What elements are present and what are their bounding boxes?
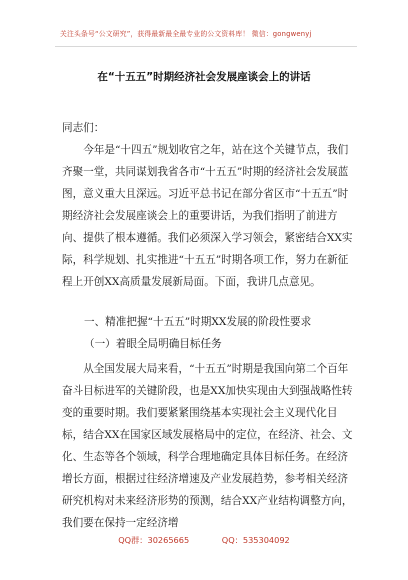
paragraph-2: 从全国发展大局来看，“十五五”时期是我国向第二个百年奋斗目标进军的关键阶段，也是XX加快实现由大到强战略性转变的重要时期。我们要紧紧围绕基本实现社会主义现代化目标，结合XX在国家区域发展格局中的定位，在经济、社会、文化、生态等各个领域，科学合理地确定具体目标任务。在经济增长方面，根据过往经济增速及产业发展趋势，参考相关经济研究机构对未来经济形势的预测，结合XX产业结构调整方向，我们要在保持一定经济增: [62, 363, 353, 529]
header-banner: 关注头条号“公文研究”，获得最新最全最专业的公文资料库！ 微信：gongwenyj: [60, 30, 312, 38]
page-header: [0, 8, 408, 58]
salutation: 同志们：: [62, 122, 105, 134]
subsection-heading-1: （一）着眼全局明确目标任务: [84, 338, 222, 350]
header-divider: [55, 46, 357, 47]
document-title: 在“十五五”时期经济社会发展座谈会上的讲话: [97, 71, 311, 83]
paragraph-1: 今年是“十四五”规划收官之年，站在这个关键节点，我们齐聚一堂，共同谋划我省各市“十五五”时期的经济社会发展蓝图，意义重大且深远。习近平总书记在部分省区市“十五五”时期经济社会发展座谈会上的重要讲话，为我们指明了前进方向、提供了根本遵循。我们必须深入学习领会，紧密结合XX实际，科学规划、扎实推进“十五五”时期各项工作，努力在新征程上开创XX高质量发展新局面。下面，我讲几点意见。: [62, 144, 353, 288]
footer-qq-group: QQ群：30265665: [118, 535, 190, 545]
page-footer: [0, 535, 408, 546]
footer-qq-contact: QQ：535304092: [221, 535, 290, 545]
section-heading-1: 一、精准把握“十五五”时期XX发展的阶段性要求: [84, 316, 312, 328]
